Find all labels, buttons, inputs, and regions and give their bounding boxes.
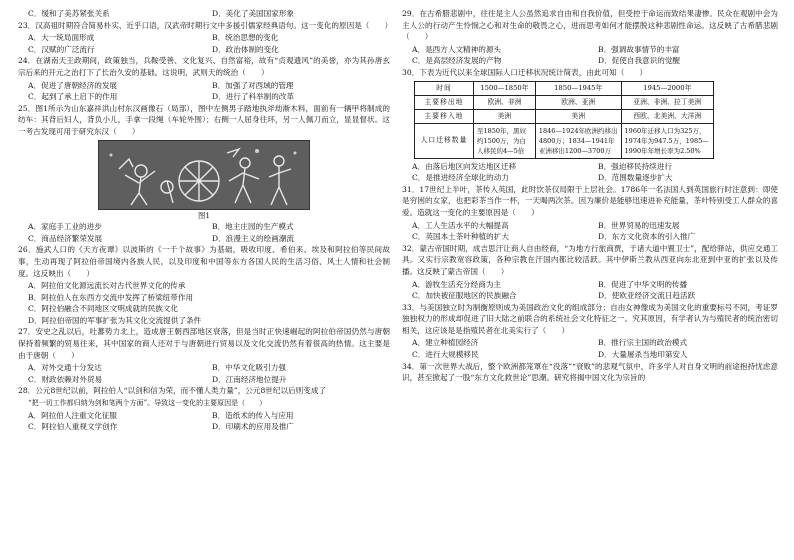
- table-row: [415, 123, 714, 158]
- q32-option-c: C．加快被征服地区的民族融合: [412, 291, 517, 301]
- table-cell: 主要移入地: [415, 109, 474, 123]
- q23-options: [18, 32, 390, 55]
- q32-option-d: D．使欧亚经济交流日趋活跃: [598, 291, 696, 301]
- q30-option-c: C．是推进经济全球化的动力: [412, 173, 509, 183]
- table-cell: 人口迁移数量: [415, 123, 474, 158]
- table-cell: 时间: [415, 81, 474, 95]
- table-cell: 亚洲、非洲、拉丁美洲: [621, 95, 713, 109]
- q23-option-a: A．大一统局面形成: [28, 33, 95, 43]
- table-cell: 主要移出地: [415, 95, 474, 109]
- q27-stem: 27．安史之乱以后，吐蕃势力北上，造成唐王朝西部地区衰落，但是当时正快速崛起的阿拉伯帝国仍然与唐朝保持着频繁的贸易往来，其中国家的商人还对于与唐朝进行贸易以及文化交流仍然有着很高的热情。这主要是由于唐朝（ ）: [18, 327, 390, 360]
- table-cell: 1960年迁移人口为325万，1974年为947.5万，1985—1990年年增长率为2.50%: [621, 123, 713, 158]
- q33-option-a: A．建立种植园经济: [412, 338, 479, 348]
- q24-option-a: A．促进了唐朝经济的发展: [28, 80, 118, 90]
- q23-stem: 23．汉高祖时期符合简易朴实、近乎口语，汉武帝时期行文中多援引儒家经典语句。这一变化的原因是（ ）: [18, 20, 393, 30]
- q23-option-d: D．政治体制的变化: [212, 44, 279, 54]
- table-cell: 欧洲、非洲: [474, 95, 536, 109]
- q22-option-c: C．缓和了美苏紧张关系: [28, 9, 110, 18]
- q25-option-b: B．地主庄园的生产模式: [212, 222, 294, 232]
- q33-option-c: C．进行大规模移民: [412, 350, 479, 360]
- q31-options: [402, 220, 778, 243]
- q29-option-b: B．强调故事情节的丰富: [598, 44, 680, 54]
- q32-option-a: A．游牧生活充分经商为主: [412, 279, 502, 289]
- q27-option-c: C．财政依赖对外贸易: [28, 374, 103, 384]
- q29-option-d: D．促使自我意识的觉醒: [598, 56, 681, 66]
- figure-caption: 图1: [197, 210, 211, 220]
- q33-option-d: D．大量屠杀当地印第安人: [598, 350, 688, 360]
- q27-options: [18, 362, 390, 385]
- q31-option-b: B．世界贸易的迅速发展: [598, 220, 680, 230]
- q23-option-b: B．统治思想的变化: [212, 33, 279, 43]
- q25-option-d: D．浪漫主义的绘画潮流: [212, 233, 295, 243]
- table-cell: 西欧、北美洲、大洋洲: [621, 109, 713, 123]
- q23-option-c: C．汉赋的广泛流行: [28, 44, 95, 54]
- q30-option-a: A．由落后地区向发达地区迁移: [412, 161, 517, 171]
- q34-stem: 34．第一次世界大战后，整个欧洲都笼罩在“没落”“衰败”的悲观气氛中，许多学人对自身文明的前途抱持忧虑意识，甚至掀起了一股“东方文化救世论”思潮。研究将揭中国文化为宗旨的: [402, 361, 778, 383]
- table-cell: 1945—2000年: [621, 81, 713, 95]
- left-column: [18, 8, 393, 433]
- q28-option-c: C．阿拉伯人重视文学创作: [28, 422, 118, 432]
- q24-option-b: B．加强了对西域的管理: [212, 80, 294, 90]
- q27-option-d: D．江南经济地位提升: [212, 374, 287, 384]
- q30-options: [402, 161, 778, 184]
- q28-option-b: B．造纸术的传入与应用: [212, 410, 294, 420]
- q29-stem: 29．在古希腊悲剧中，往往是主人公虽然追求自由和自我价值，但受控于命运而致结果凄惨。民众在观剧中会为主人公的行动产生怜悯之心和对生命的敬畏之心，进而思考如何才能摆脱这种悲剧性命运。这反映了古希腊悲剧（ ）: [402, 9, 778, 42]
- q32-option-b: B．促进了中华文明的传播: [598, 279, 688, 289]
- q22-options: [18, 8, 390, 20]
- q30-stem: 30．下表为近代以来全球国际人口迁移状况统计简表，由此可知（ ）: [402, 67, 648, 77]
- q26-options: [18, 280, 390, 326]
- q26-option-c: C．阿拉伯融合不同地区文明成就的民族文化: [28, 304, 179, 314]
- q29-option-a: A．是西方人文精神的源头: [412, 44, 502, 54]
- q27-option-b: B．中华文化吸引力强: [212, 363, 286, 373]
- q25-stem: 25．图1所示为山东嘉祥洪山村东汉画像石（局部），图中左侧男子踏地执斧劫渐木料，面前有一辆甲将制成的纺车：其背后妇人，背负小儿，手拿一段绳（车轮外围）；右侧一人屈身往环，另一人佩刀而立，显显督状。这一考古发现可用于研究东汉（ ）: [18, 103, 390, 136]
- q26-option-b: B．阿拉伯人在东西方交流中发挥了桥梁纽带作用: [28, 292, 194, 302]
- relief-drawing: [99, 141, 309, 209]
- q27-option-a: A．对外交通十分发达: [28, 363, 102, 373]
- q25-option-c: C．商品经济繁荣发展: [28, 233, 103, 243]
- table-cell: 1850—1945年: [535, 81, 621, 95]
- migration-table: [414, 81, 714, 159]
- q28-stem: 28．公元8世纪以前，阿拉伯人“以剑和信为荣，而不懂人类力量”，公元8世纪以后则变成了: [18, 386, 327, 396]
- q25-option-a: A．家庭手工业的进步: [28, 222, 102, 232]
- table-cell: 美洲: [535, 109, 621, 123]
- q30-option-b: B．强迫移民持续进行: [598, 161, 672, 171]
- table-row: [415, 109, 714, 123]
- right-column: [402, 8, 778, 385]
- q33-option-b: B．推行宗主国的政治模式: [598, 338, 688, 348]
- q28-option-a: A．阿拉伯人注重文化征服: [28, 410, 118, 420]
- q28-option-d: D．印刷术的应用及推广: [212, 422, 295, 432]
- q31-stem: 31．17世纪上半叶，茶传入英国，此时饮茶仅局限于上层社会。1786年一名法国人到英国旅行时注意到：即使是穷困的女家，也把彩茶当作一杯，一天喝两次茶。因为廉价是能够迅速进补充能量，茶叶特别受工人群众的喜爱。造就这一变化的主要原因是（ ）: [402, 184, 778, 217]
- stone-relief-figure: [98, 140, 310, 210]
- q32-stem: 32．蒙古帝国时期，成吉思汗让商人自由经商，“为地方行旅商贾，于诸大道中置卫士”，配给驿站，供应交通工具。又实行宗教宽容政策，各种宗教在汗国内都比较活跃。其中伊斯兰教从西亚向东北亚到中亚的扩张以及传播。这反映了蒙古帝国（ ）: [402, 243, 778, 276]
- q26-stem: 26．施武人口的《天方夜谭》以波斯的《一千个故事》为基础，吸收印度、希伯来、埃及和阿拉伯等民间故事，生动再现了阿拉伯帝国境内各族人民，以及印度和中国等东方各国人民的生活习俗、风土人情和社会制度。这反映出（ ）: [18, 245, 390, 278]
- q24-option-d: D．进行了科举制的改革: [212, 92, 295, 102]
- q22-option-d: D．美化了美国国家形象: [212, 9, 295, 18]
- q31-option-a: A．工人生活水平的大幅提高: [412, 220, 509, 230]
- q29-options: [402, 44, 778, 67]
- q33-options: [402, 337, 778, 360]
- q28-quote: “把一切工作都归纳为剑和笔两个方面”。导致这一变化的主要原因是（ ）: [28, 399, 267, 408]
- q29-option-c: C．是高层经济发展的产物: [412, 56, 502, 66]
- table-cell: 美洲: [474, 109, 536, 123]
- q26-option-a: A．阿拉伯文化源远流长对古代世界文化的传承: [28, 281, 186, 291]
- table-row: [415, 81, 714, 95]
- q26-option-d: D．阿拉伯帝国的军事扩张为其文化交流提供了条件: [28, 315, 202, 325]
- table-row: [415, 95, 714, 109]
- q24-options: [18, 80, 390, 103]
- q33-stem: 33．与美国独立时为制衡原则成为美国政治文化的组成部分；自由女神像成为美国文化的重要标号不同，考证罗独独权力的形成却促进了旧大陆之前联合的系统社会文化特征之一。究其原因，有学者认为与殖民者的统治密切相关，这应该是是指殖民者在北美实行了（ ）: [402, 302, 778, 335]
- table-cell: 至1850年，黑奴约1500万，为白人移民的4—5倍: [474, 123, 536, 158]
- q25-options: [18, 221, 390, 244]
- q24-stem: 24．在湖南天王政期间，政策独当，兵鞍受善、文化复兴、自然富裕，故有“贞观遗风”的美誉，亦为其孙唐玄宗后来的开元之治打下了长治久安的基础。这说明，武则天的统治（ ）: [18, 56, 390, 77]
- table-cell: 1500—1850年: [474, 81, 536, 95]
- table-cell: 欧洲、亚洲: [535, 95, 621, 109]
- q31-option-c: C．英国本土茶叶种植的扩大: [412, 232, 509, 242]
- q32-options: [402, 279, 778, 302]
- q24-option-c: C．起到了承上启下的作用: [28, 92, 118, 102]
- q28-options: [18, 410, 390, 433]
- q30-option-d: D．范围数量逐步扩大: [598, 173, 673, 183]
- q31-option-d: D．东方文化资本的引入推广: [598, 232, 696, 242]
- table-cell: 1846—1924年欧洲约移出4800万；1834—1941年亚洲移出1200—3700万: [535, 123, 621, 158]
